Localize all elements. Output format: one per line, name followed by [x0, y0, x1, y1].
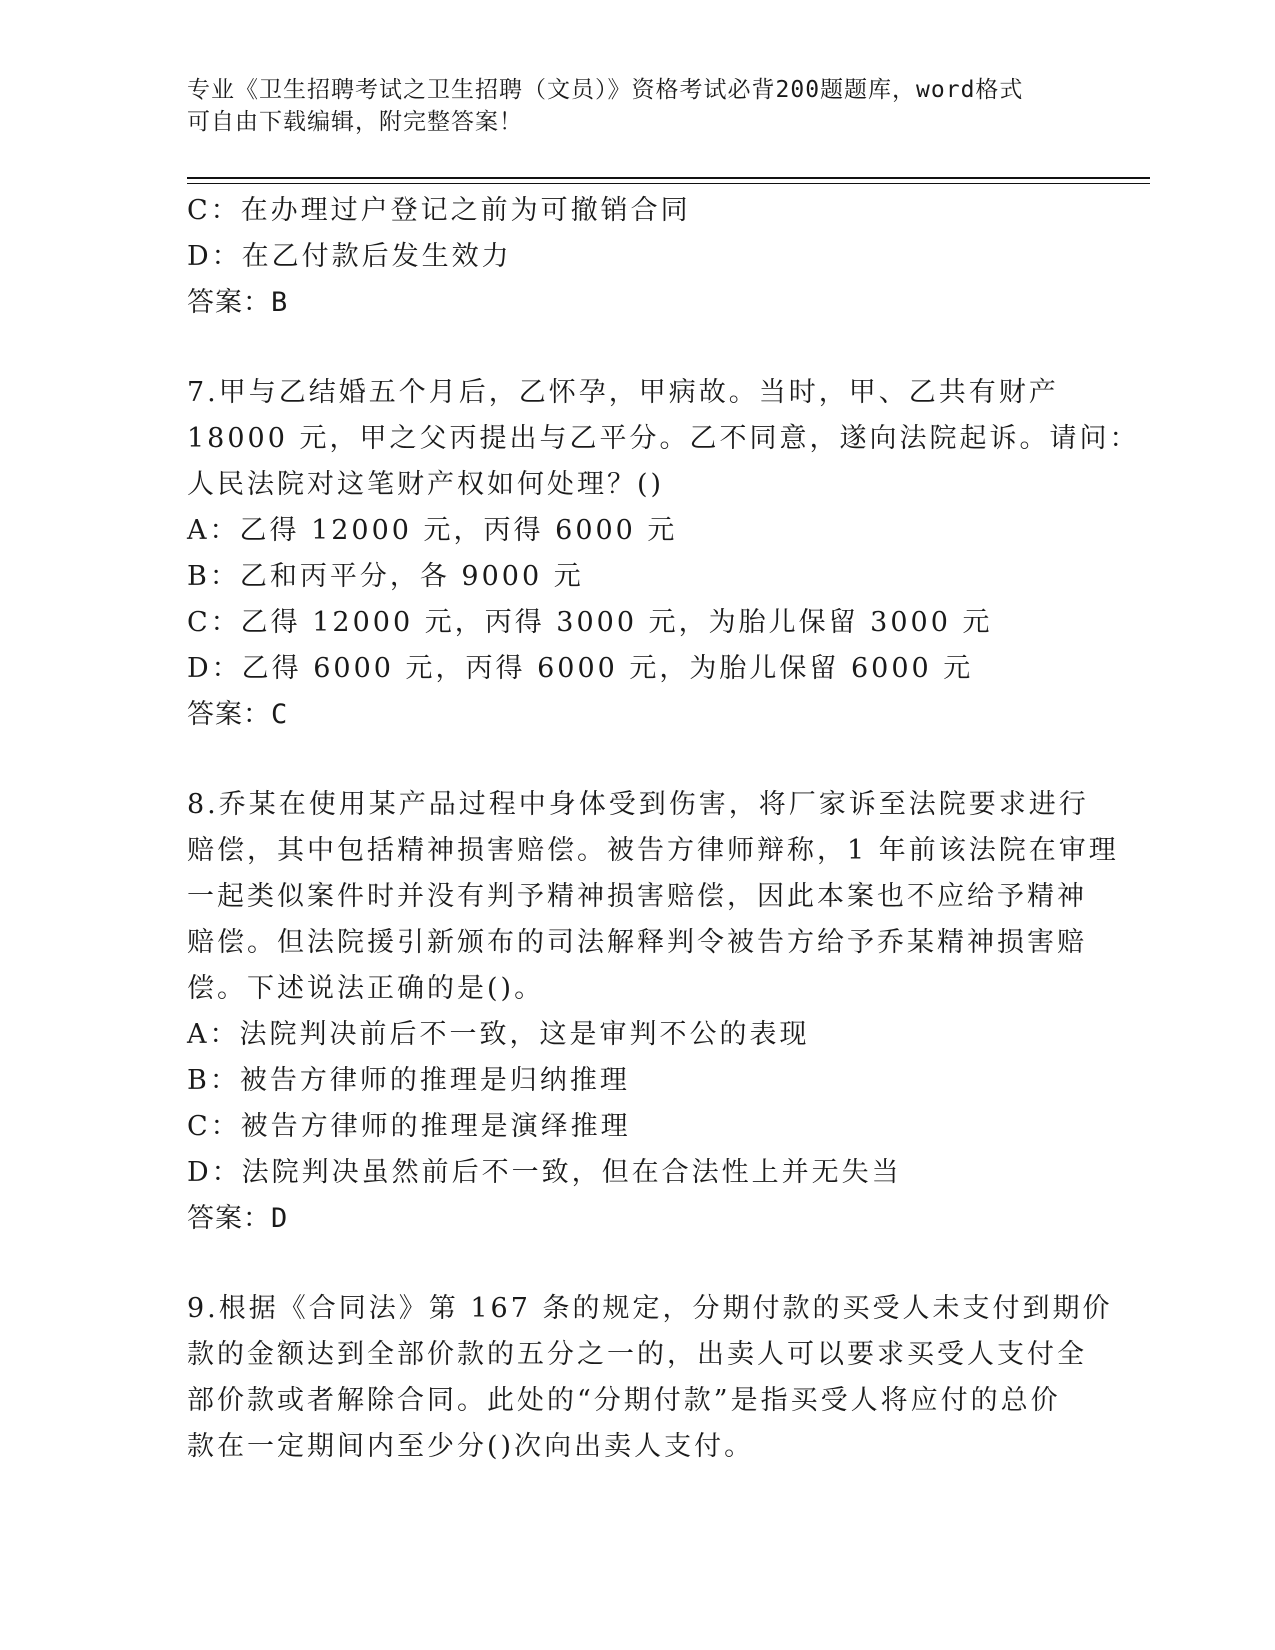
question-stem-line: 一起类似案件时并没有判予精神损害赔偿，因此本案也不应给予精神	[187, 881, 1087, 912]
header-line-2: 可自由下载编辑，附完整答案！	[187, 109, 523, 135]
header-rule-thin	[187, 183, 1150, 184]
question-stem-line: 部价款或者解除合同。此处的“分期付款”是指买受人将应付的总价	[187, 1385, 1061, 1416]
question-stem-line: 人民法院对这笔财产权如何处理？()	[187, 469, 665, 500]
answer-line: 答案：B	[187, 287, 289, 318]
question-7	[187, 370, 1140, 738]
option-d: D：法院判决虽然前后不一致，但在合法性上并无失当	[187, 1157, 902, 1188]
question-stem-line: 7.甲与乙结婚五个月后，乙怀孕，甲病故。当时，甲、乙共有财产	[187, 377, 1059, 408]
question-stem-line: 款在一定期间内至少分()次向出卖人支付。	[187, 1431, 755, 1462]
option-c: C：在办理过户登记之前为可撤销合同	[187, 195, 691, 226]
option-b: B：被告方律师的推理是归纳推理	[187, 1065, 630, 1096]
question-stem-line: 赔偿。但法院援引新颁布的司法解释判令被告方给予乔某精神损害赔	[187, 927, 1087, 958]
question-9	[187, 1286, 1113, 1470]
spacer	[187, 326, 1087, 370]
question-stem-line: 8.乔某在使用某产品过程中身体受到伤害，将厂家诉至法院要求进行	[187, 789, 1089, 820]
answer-line: 答案：D	[187, 1203, 289, 1234]
page-header	[187, 74, 1067, 138]
option-c: C：被告方律师的推理是演绎推理	[187, 1111, 631, 1142]
header-rule-thick	[187, 177, 1150, 179]
option-d: D：在乙付款后发生效力	[187, 241, 512, 272]
option-b: B：乙和丙平分，各 9000 元	[187, 561, 584, 592]
option-c: C：乙得 12000 元，丙得 3000 元，为胎儿保留 3000 元	[187, 607, 993, 638]
question-8	[187, 782, 1119, 1242]
spacer	[187, 738, 1087, 782]
question-stem-line: 赔偿，其中包括精神损害赔偿。被告方律师辩称，1 年前该法院在审理	[187, 835, 1119, 866]
spacer	[187, 1242, 1087, 1286]
option-d: D：乙得 6000 元，丙得 6000 元，为胎儿保留 6000 元	[187, 653, 974, 684]
question-stem-line: 偿。下述说法正确的是()。	[187, 973, 545, 1004]
header-line-1: 专业《卫生招聘考试之卫生招聘（文员）》资格考试必背200题题库，word格式	[187, 77, 1024, 103]
question-stem-line: 9.根据《合同法》第 167 条的规定，分期付款的买受人未支付到期价	[187, 1293, 1113, 1324]
question-stem-line: 18000 元，甲之父丙提出与乙平分。乙不同意，遂向法院起诉。请问：	[187, 423, 1140, 454]
question-6-tail	[187, 188, 1087, 326]
option-a: A：法院判决前后不一致，这是审判不公的表现	[187, 1019, 810, 1050]
option-a: A：乙得 12000 元，丙得 6000 元	[187, 515, 678, 546]
document-body	[187, 188, 1140, 1470]
question-stem-line: 款的金额达到全部价款的五分之一的，出卖人可以要求买受人支付全	[187, 1339, 1087, 1370]
answer-line: 答案：C	[187, 699, 289, 730]
